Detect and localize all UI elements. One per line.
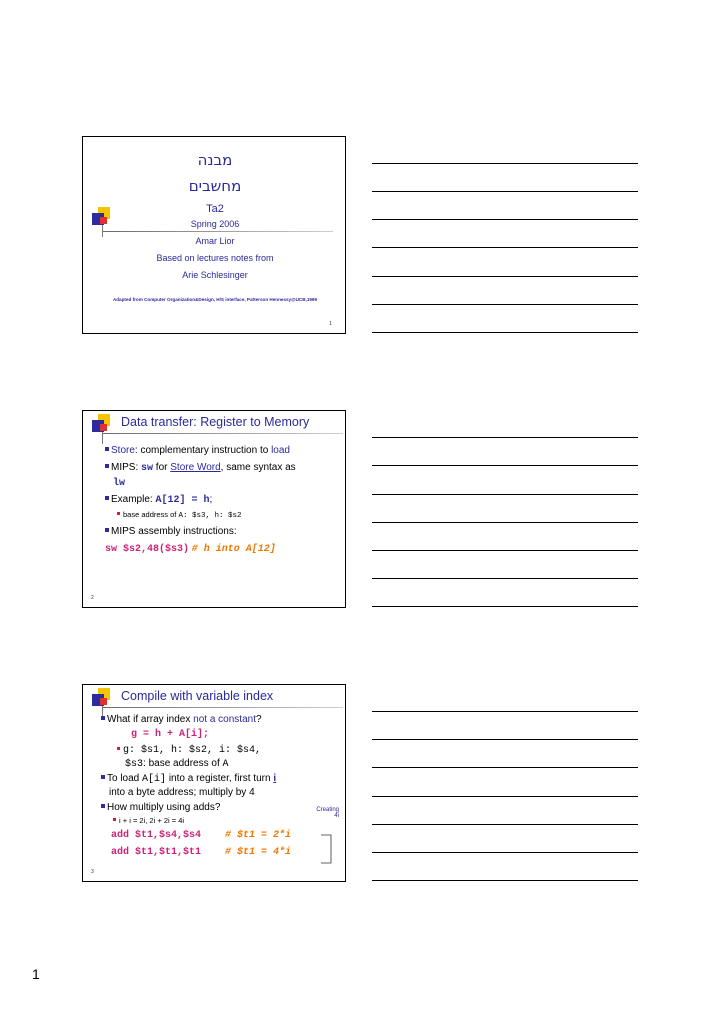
note-line <box>372 767 638 768</box>
slide-1 <box>82 136 346 334</box>
slide-number: 3 <box>91 869 94 875</box>
example-code: A[12] = h <box>155 495 210 506</box>
note-line <box>372 332 638 333</box>
bullet-icon <box>105 447 109 451</box>
code-example <box>131 728 209 740</box>
slide-2 <box>82 410 346 608</box>
course-code: Ta2 <box>206 203 224 215</box>
note-line <box>372 739 638 740</box>
bullet-icon <box>105 528 109 532</box>
lw-keyword: lw <box>113 478 126 489</box>
syntax-text: , same syntax as <box>220 462 296 473</box>
bullet-example <box>105 494 212 506</box>
sub-bullet-doubling <box>113 816 184 825</box>
comment-1: # $t1 = 2*i <box>225 830 292 841</box>
array-element: A[i] <box>142 774 167 785</box>
note-line <box>372 437 638 438</box>
note-line-1: Creating <box>316 807 339 813</box>
creating-note <box>316 807 339 819</box>
note-line <box>372 191 638 192</box>
bullet-store <box>105 445 290 456</box>
title-divider <box>103 231 333 232</box>
note-line <box>372 796 638 797</box>
note-line <box>372 276 638 277</box>
note-line <box>372 880 638 881</box>
note-line-2: 4i <box>334 813 339 819</box>
byte-address-line: into a byte address; multiply by 4 <box>109 787 255 798</box>
note-line <box>372 711 638 712</box>
code-line-1 <box>111 829 291 841</box>
note-line <box>372 304 638 305</box>
squares-logo-icon <box>92 414 112 444</box>
bullet-icon <box>101 716 105 720</box>
assembly-label: MIPS assembly instructions: <box>111 526 237 537</box>
bullet-mips <box>105 462 296 474</box>
bullet-icon <box>117 512 120 515</box>
note-line <box>372 163 638 164</box>
author: Amar Lior <box>195 236 235 246</box>
store-desc: : complementary instruction to <box>134 445 272 456</box>
load-term: load <box>271 445 290 456</box>
slide-title: Compile with variable index <box>121 689 274 703</box>
lw-line <box>113 477 125 489</box>
multiply-question: How multiply using adds? <box>107 802 221 813</box>
index-i-link[interactable]: i <box>273 773 277 784</box>
term: Spring 2006 <box>190 219 240 229</box>
credit-line: Adapted from Computer Organization&Design, H/S interface, Patterson Hennessy@UCB,1999 <box>112 297 318 302</box>
to-load-text: To load <box>107 773 143 784</box>
bullet-icon <box>101 775 105 779</box>
lecturer: Arie Schlesinger <box>182 270 248 280</box>
title-divider <box>103 433 343 434</box>
slide-3 <box>82 684 346 882</box>
comment-2: # $t1 = 4*i <box>225 847 292 858</box>
bullet-assembly <box>105 526 237 537</box>
slide-number: 1 <box>329 321 332 327</box>
note-line <box>372 219 638 220</box>
doubling-formula: i + i = 2i, 2i + 2i = 4i <box>119 816 185 825</box>
question-mark: ? <box>255 714 262 725</box>
hebrew-title-line-2: מחשבים <box>188 177 242 195</box>
example-semicolon: ; <box>209 494 213 505</box>
bullet-icon <box>105 464 109 468</box>
base-address-text: : base address of <box>143 758 223 769</box>
bullet-icon <box>101 804 105 808</box>
slide-title: Data transfer: Register to Memory <box>121 415 310 429</box>
page-number: 1 <box>32 966 40 982</box>
sw-instruction: sw $s2,48($s3) <box>105 544 190 555</box>
code-comment: # h into A[12] <box>191 544 276 555</box>
bullet-icon <box>117 747 120 750</box>
add-instruction-1: add $t1,$s4,$s4 <box>111 830 202 841</box>
code-line-2 <box>111 846 291 858</box>
note-line <box>372 852 638 853</box>
bullet-icon <box>105 496 109 500</box>
array-name: A <box>222 759 229 770</box>
note-line <box>372 494 638 495</box>
store-term: Store <box>111 445 135 456</box>
not-constant-term: not a constant <box>193 714 256 725</box>
note-line <box>372 465 638 466</box>
sw-keyword: sw <box>141 463 154 474</box>
bracket-icon <box>321 833 341 869</box>
register-map: A: $s3, h: $s2 <box>178 512 242 520</box>
for-text: for <box>153 462 171 473</box>
array-access-code: g = h + A[i]; <box>131 729 210 740</box>
note-line <box>372 578 638 579</box>
based-on: Based on lectures notes from <box>156 253 274 263</box>
bullet-icon <box>113 818 116 821</box>
into-register-text: into a register, first turn <box>166 773 274 784</box>
mips-label: MIPS: <box>111 462 142 473</box>
hebrew-title-line-1: מבנה <box>197 151 233 169</box>
example-label: Example: <box>111 494 156 505</box>
sub-bullet-registers <box>117 744 261 756</box>
note-line <box>372 606 638 607</box>
store-word-link[interactable]: Store Word <box>170 462 221 473</box>
bullet-multiply <box>101 802 220 813</box>
code-line <box>105 543 276 555</box>
note-line <box>372 550 638 551</box>
note-line <box>372 247 638 248</box>
title-divider <box>103 707 343 708</box>
register-list: g: $s1, h: $s2, i: $s4, <box>123 745 262 756</box>
add-instruction-2: add $t1,$t1,$t1 <box>111 847 202 858</box>
sub-bullet-base-address <box>117 510 241 520</box>
sub-bullet-base <box>125 758 229 770</box>
question-text: What if array index <box>107 714 194 725</box>
base-address-text: base address of <box>123 510 179 519</box>
s3-register: $s3 <box>125 759 144 770</box>
slide-number: 2 <box>91 595 94 601</box>
note-line <box>372 824 638 825</box>
note-line <box>372 522 638 523</box>
bullet-variable-index <box>101 714 262 725</box>
bullet-load <box>101 773 276 785</box>
